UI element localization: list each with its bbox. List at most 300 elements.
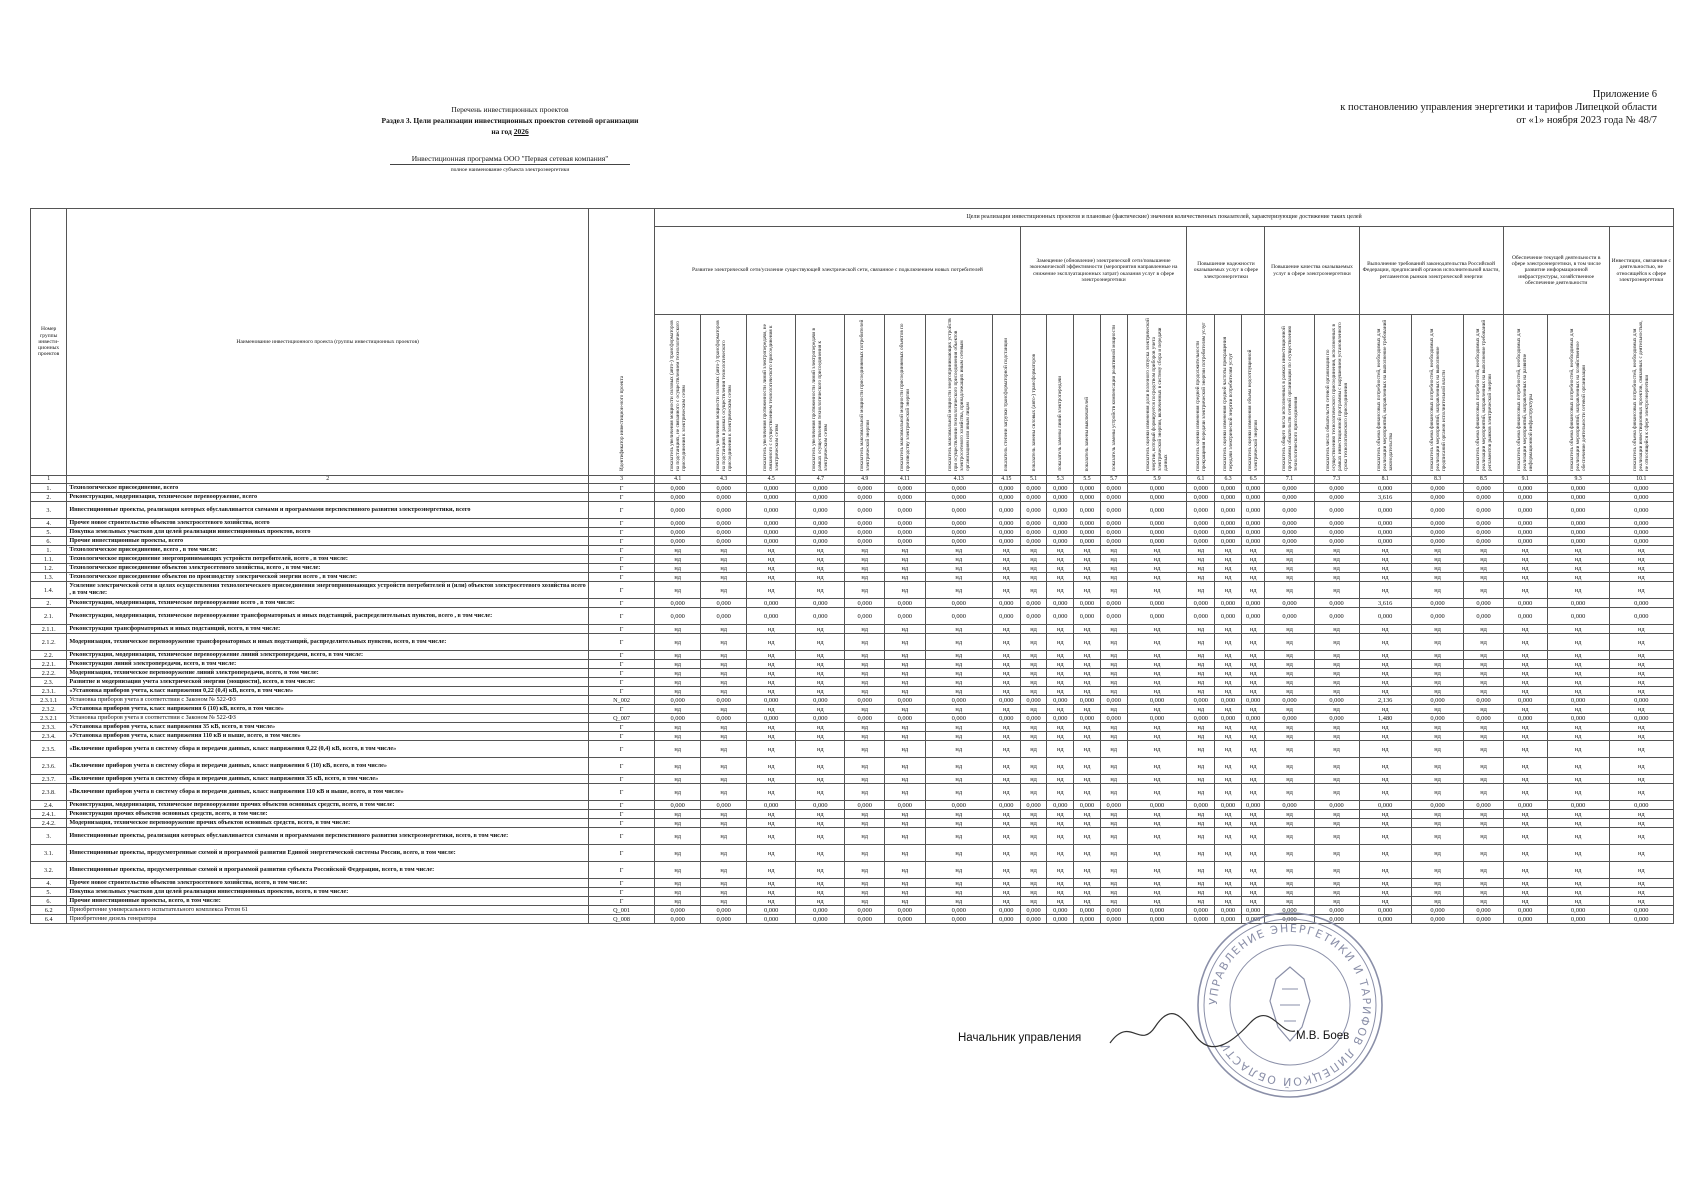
row-number: 6. bbox=[31, 537, 67, 546]
row-indicator-value: 0,000 bbox=[925, 599, 992, 608]
row-indicator-value: нд bbox=[1359, 555, 1411, 564]
row-project-name: Реконструкция линий электропередачи, всего, в том числе: bbox=[67, 660, 589, 669]
row-indicator-value: нд bbox=[701, 555, 747, 564]
row-indicator-value: нд bbox=[1187, 888, 1215, 897]
row-indicator-value: нд bbox=[701, 678, 747, 687]
row-indicator-value: нд bbox=[1020, 732, 1047, 741]
row-indicator-value: нд bbox=[1187, 651, 1215, 660]
row-indicator-value: нд bbox=[1241, 705, 1265, 714]
row-indicator-value: 0,000 bbox=[1411, 608, 1463, 625]
row-indicator-value: нд bbox=[655, 819, 701, 828]
column-number: 2 bbox=[67, 476, 589, 484]
row-indicator-value: 0,000 bbox=[1547, 502, 1609, 519]
row-indicator-value: нд bbox=[1314, 810, 1359, 819]
row-indicator-value: 0,000 bbox=[1074, 801, 1101, 810]
row-indicator-value: нд bbox=[1265, 555, 1314, 564]
table-row bbox=[31, 555, 1674, 564]
row-project-name: Развитие и модернизация учета электрической энергии (мощности), всего, в том числе: bbox=[67, 678, 589, 687]
row-indicator-value: 0,000 bbox=[1100, 714, 1127, 723]
row-indicator-value: 0,000 bbox=[1609, 519, 1673, 528]
row-indicator-value: 0,000 bbox=[1265, 537, 1314, 546]
row-indicator-value: 0,000 bbox=[1074, 608, 1101, 625]
row-number: 2.4.1. bbox=[31, 810, 67, 819]
row-indicator-value: нд bbox=[1215, 582, 1242, 599]
row-indicator-value: 0,000 bbox=[1464, 906, 1504, 915]
row-indicator-value: 0,000 bbox=[1609, 915, 1673, 924]
heading-title: Перечень инвестиционных проектов bbox=[451, 105, 569, 114]
row-indicator-value: 0,000 bbox=[1314, 599, 1359, 608]
row-indicator-value: нд bbox=[747, 828, 796, 845]
row-indicator-value: нд bbox=[884, 845, 925, 862]
row-indicator-value: нд bbox=[884, 758, 925, 775]
row-indicator-value: 0,000 bbox=[1547, 915, 1609, 924]
row-indicator-value: 0,000 bbox=[1411, 519, 1463, 528]
row-indicator-value: нд bbox=[845, 732, 885, 741]
row-indicator-value: нд bbox=[1265, 582, 1314, 599]
column-number: 8.3 bbox=[1411, 476, 1463, 484]
row-indicator-value: нд bbox=[1547, 660, 1609, 669]
row-indicator-value: 0,000 bbox=[1547, 484, 1609, 493]
row-indicator-value: 0,000 bbox=[1265, 493, 1314, 502]
investment-table bbox=[30, 208, 1674, 924]
row-project-name: Реконструкция, модернизация, техническое перевооружение прочих объектов основных средств, всего, в том числе: bbox=[67, 801, 589, 810]
row-indicator-value: 0,000 bbox=[1187, 528, 1215, 537]
row-indicator-value: 0,000 bbox=[992, 714, 1020, 723]
row-indicator-value: нд bbox=[1265, 634, 1314, 651]
row-indicator-value: нд bbox=[796, 669, 845, 678]
column-number: 4.9 bbox=[845, 476, 885, 484]
row-indicator-value: нд bbox=[1241, 625, 1265, 634]
row-indicator-value: 0,000 bbox=[1100, 484, 1127, 493]
row-indicator-value: нд bbox=[1609, 810, 1673, 819]
row-indicator-value: нд bbox=[1547, 705, 1609, 714]
row-indicator-value: нд bbox=[1265, 651, 1314, 660]
heading-year-line bbox=[300, 126, 720, 137]
row-indicator-value: нд bbox=[1187, 862, 1215, 879]
row-indicator-value: 0,000 bbox=[1127, 608, 1187, 625]
table-row bbox=[31, 669, 1674, 678]
row-indicator-value: 0,000 bbox=[884, 801, 925, 810]
column-number: 6.3 bbox=[1215, 476, 1242, 484]
row-indicator-value: нд bbox=[1609, 669, 1673, 678]
row-indicator-value: нд bbox=[992, 897, 1020, 906]
row-indicator-value: нд bbox=[1127, 897, 1187, 906]
row-project-id: Г bbox=[588, 705, 654, 714]
row-indicator-value: нд bbox=[1314, 669, 1359, 678]
row-indicator-value: 0,000 bbox=[747, 519, 796, 528]
row-indicator-value: нд bbox=[747, 546, 796, 555]
row-indicator-value: 0,000 bbox=[1411, 484, 1463, 493]
row-indicator-value: нд bbox=[655, 879, 701, 888]
row-indicator-value: нд bbox=[925, 888, 992, 897]
table-row bbox=[31, 758, 1674, 775]
row-indicator-value: нд bbox=[1547, 634, 1609, 651]
heading-section: Раздел 3. Цели реализации инвестиционных проектов сетевой организации bbox=[381, 116, 639, 125]
row-indicator-value: 0,000 bbox=[1215, 502, 1242, 519]
row-indicator-value: нд bbox=[1411, 819, 1463, 828]
row-indicator-value: нд bbox=[1411, 573, 1463, 582]
row-indicator-value: 0,000 bbox=[1314, 493, 1359, 502]
row-number: 2. bbox=[31, 493, 67, 502]
row-indicator-value: нд bbox=[701, 879, 747, 888]
row-indicator-value: нд bbox=[655, 573, 701, 582]
row-indicator-value: нд bbox=[1464, 741, 1504, 758]
row-number: 2.3. bbox=[31, 678, 67, 687]
row-indicator-value: нд bbox=[1609, 741, 1673, 758]
table-row bbox=[31, 528, 1674, 537]
row-indicator-value: нд bbox=[925, 784, 992, 801]
row-project-name: «Установка приборов учета, класс напряжения 110 кВ и выше, всего, в том числе» bbox=[67, 732, 589, 741]
row-project-id: Г bbox=[588, 484, 654, 493]
row-indicator-value: нд bbox=[1464, 625, 1504, 634]
row-indicator-value: нд bbox=[1464, 845, 1504, 862]
row-indicator-value: нд bbox=[701, 564, 747, 573]
table-row bbox=[31, 723, 1674, 732]
row-indicator-value: нд bbox=[747, 705, 796, 714]
row-indicator-value: нд bbox=[992, 723, 1020, 732]
row-indicator-value: нд bbox=[992, 564, 1020, 573]
row-indicator-value: 0,000 bbox=[1100, 528, 1127, 537]
row-indicator-value: нд bbox=[1047, 634, 1074, 651]
header-goal-group: Обеспечение текущей деятельности в сфере электроэнергетики, в том числе развитие информационной инфраструктуры, хозяйственное обеспечение деятельности bbox=[1503, 227, 1609, 315]
row-indicator-value: 0,000 bbox=[1265, 502, 1314, 519]
row-indicator-value: нд bbox=[884, 625, 925, 634]
row-indicator-value: нд bbox=[1020, 819, 1047, 828]
row-indicator-value: нд bbox=[1503, 784, 1547, 801]
row-indicator-value: нд bbox=[1187, 625, 1215, 634]
row-indicator-value: 2,136 bbox=[1359, 696, 1411, 705]
row-indicator-value: нд bbox=[1187, 555, 1215, 564]
row-indicator-value: 0,000 bbox=[1020, 608, 1047, 625]
row-number: 2.3.2. bbox=[31, 705, 67, 714]
row-indicator-value: нд bbox=[747, 582, 796, 599]
row-project-id: Г bbox=[588, 775, 654, 784]
row-indicator-value: 0,000 bbox=[845, 906, 885, 915]
header-indicator bbox=[1314, 315, 1359, 476]
row-indicator-value: нд bbox=[1187, 705, 1215, 714]
row-indicator-value: 0,000 bbox=[1359, 519, 1411, 528]
row-indicator-value: нд bbox=[1100, 879, 1127, 888]
row-indicator-value: нд bbox=[1609, 651, 1673, 660]
header-indicator bbox=[1359, 315, 1411, 476]
column-number: 6.5 bbox=[1241, 476, 1265, 484]
row-indicator-value: нд bbox=[747, 564, 796, 573]
row-indicator-value: 0,000 bbox=[845, 519, 885, 528]
row-indicator-value: 0,000 bbox=[1127, 599, 1187, 608]
row-indicator-value: 0,000 bbox=[925, 493, 992, 502]
row-indicator-value: 0,000 bbox=[1074, 502, 1101, 519]
row-indicator-value: нд bbox=[655, 669, 701, 678]
row-indicator-value: 0,000 bbox=[1215, 915, 1242, 924]
row-indicator-value: нд bbox=[1215, 732, 1242, 741]
indicator-label: показатель оценки изменения доли полезного отпуска электрической энергии, который формируется посредством приборов учета электрической энергии, включенных в систему сбора и передачи данных bbox=[1145, 318, 1169, 471]
row-indicator-value: нд bbox=[747, 555, 796, 564]
row-indicator-value: нд bbox=[1187, 723, 1215, 732]
row-indicator-value: 0,000 bbox=[701, 502, 747, 519]
row-indicator-value: 0,000 bbox=[796, 608, 845, 625]
row-project-name: «Установка приборов учета, класс напряжения 0,22 (0,4) кВ, всего, в том числе» bbox=[67, 687, 589, 696]
row-indicator-value: нд bbox=[1100, 634, 1127, 651]
row-indicator-value: нд bbox=[1047, 845, 1074, 862]
row-indicator-value: нд bbox=[1411, 582, 1463, 599]
row-indicator-value: нд bbox=[845, 897, 885, 906]
row-indicator-value: 0,000 bbox=[796, 528, 845, 537]
row-indicator-value: нд bbox=[1359, 723, 1411, 732]
row-indicator-value: нд bbox=[1547, 669, 1609, 678]
header-indicator bbox=[1047, 315, 1074, 476]
row-indicator-value: нд bbox=[1359, 784, 1411, 801]
row-indicator-value: нд bbox=[655, 660, 701, 669]
row-indicator-value: нд bbox=[1609, 723, 1673, 732]
row-indicator-value: нд bbox=[925, 897, 992, 906]
row-indicator-value: 0,000 bbox=[1265, 714, 1314, 723]
row-indicator-value: нд bbox=[1241, 879, 1265, 888]
row-indicator-value: нд bbox=[1265, 564, 1314, 573]
table-row bbox=[31, 678, 1674, 687]
row-indicator-value: нд bbox=[1464, 732, 1504, 741]
row-indicator-value: нд bbox=[1411, 651, 1463, 660]
row-indicator-value: 0,000 bbox=[1265, 599, 1314, 608]
row-indicator-value: 0,000 bbox=[1547, 537, 1609, 546]
row-indicator-value: 0,000 bbox=[1074, 519, 1101, 528]
row-indicator-value: 0,000 bbox=[1241, 484, 1265, 493]
row-indicator-value: нд bbox=[1127, 810, 1187, 819]
row-indicator-value: нд bbox=[1127, 546, 1187, 555]
row-project-name: Технологическое присоединение, всего bbox=[67, 484, 589, 493]
row-indicator-value: 0,000 bbox=[655, 493, 701, 502]
row-project-id: Г bbox=[588, 828, 654, 845]
row-indicator-value: нд bbox=[701, 862, 747, 879]
row-indicator-value: нд bbox=[1047, 651, 1074, 660]
row-indicator-value: 0,000 bbox=[925, 537, 992, 546]
row-indicator-value: нд bbox=[1100, 758, 1127, 775]
row-indicator-value: 3,616 bbox=[1359, 493, 1411, 502]
row-indicator-value: нд bbox=[747, 625, 796, 634]
row-indicator-value: нд bbox=[1241, 669, 1265, 678]
column-number: 5.7 bbox=[1100, 476, 1127, 484]
row-indicator-value: нд bbox=[1265, 687, 1314, 696]
indicator-label: показатель объема финансовых потребностей, необходимых для реализации мероприятий, направленных на хозяйственное обеспечение деятельности сетевой организации bbox=[1569, 328, 1588, 471]
row-indicator-value: 0,000 bbox=[796, 519, 845, 528]
table-row bbox=[31, 741, 1674, 758]
row-indicator-value: нд bbox=[1609, 546, 1673, 555]
row-number: 2.3.8. bbox=[31, 784, 67, 801]
row-indicator-value: нд bbox=[1241, 651, 1265, 660]
row-indicator-value: нд bbox=[1314, 862, 1359, 879]
row-indicator-value: нд bbox=[1547, 687, 1609, 696]
row-indicator-value: нд bbox=[884, 784, 925, 801]
row-indicator-value: нд bbox=[1503, 564, 1547, 573]
row-indicator-value: нд bbox=[925, 669, 992, 678]
row-indicator-value: 0,000 bbox=[1265, 484, 1314, 493]
row-indicator-value: 0,000 bbox=[1314, 484, 1359, 493]
row-indicator-value: нд bbox=[925, 660, 992, 669]
row-indicator-value: нд bbox=[1265, 741, 1314, 758]
row-indicator-value: нд bbox=[1265, 810, 1314, 819]
row-indicator-value: 0,000 bbox=[1314, 537, 1359, 546]
row-indicator-value: нд bbox=[1047, 660, 1074, 669]
table-row bbox=[31, 608, 1674, 625]
row-number: 2.1.2. bbox=[31, 634, 67, 651]
row-indicator-value: нд bbox=[1127, 775, 1187, 784]
row-indicator-value: 0,000 bbox=[1074, 906, 1101, 915]
row-indicator-value: нд bbox=[655, 634, 701, 651]
indicator-label: показатель замены линий электропередачи bbox=[1057, 376, 1064, 471]
header-goal-group: Развитие электрической сети/усиление существующей электрической сети, связанное с подключением новых потребителей bbox=[655, 227, 1020, 315]
row-indicator-value: нд bbox=[1215, 564, 1242, 573]
row-indicator-value: нд bbox=[701, 687, 747, 696]
table-row bbox=[31, 819, 1674, 828]
row-indicator-value: нд bbox=[1047, 546, 1074, 555]
row-indicator-value: 0,000 bbox=[1074, 493, 1101, 502]
row-indicator-value: нд bbox=[1047, 888, 1074, 897]
row-indicator-value: нд bbox=[1074, 555, 1101, 564]
header-indicator bbox=[747, 315, 796, 476]
table-row bbox=[31, 845, 1674, 862]
row-indicator-value: нд bbox=[845, 845, 885, 862]
indicator-label: показатель увеличения мощности силовых (авто-) трансформаторов на подстанциях в рамках осуществления технологического присоединения к электрическим сетям bbox=[714, 320, 733, 471]
row-indicator-value: нд bbox=[992, 687, 1020, 696]
row-indicator-value: нд bbox=[1359, 564, 1411, 573]
row-indicator-value: нд bbox=[655, 705, 701, 714]
row-indicator-value: нд bbox=[1411, 775, 1463, 784]
header-project-id-label: Идентификатор инвестицион-ного проекта bbox=[618, 375, 625, 471]
row-indicator-value: нд bbox=[1020, 634, 1047, 651]
row-indicator-value: нд bbox=[1547, 555, 1609, 564]
header-project-id bbox=[588, 209, 654, 476]
row-indicator-value: нд bbox=[747, 651, 796, 660]
row-indicator-value: нд bbox=[1100, 723, 1127, 732]
row-indicator-value: нд bbox=[1187, 828, 1215, 845]
table-row bbox=[31, 537, 1674, 546]
row-project-name: Прочее новое строительство объектов электросетевого хозяйства, всего, в том числе: bbox=[67, 879, 589, 888]
row-indicator-value: 0,000 bbox=[1609, 906, 1673, 915]
table-row bbox=[31, 493, 1674, 502]
appendix-line: от «1» ноября 2023 года № 48/7 bbox=[1516, 115, 1657, 126]
row-indicator-value: 0,000 bbox=[992, 537, 1020, 546]
row-indicator-value: 0,000 bbox=[1241, 906, 1265, 915]
row-indicator-value: нд bbox=[1464, 678, 1504, 687]
row-indicator-value: нд bbox=[1100, 862, 1127, 879]
row-number: 2.2.2. bbox=[31, 669, 67, 678]
row-indicator-value: нд bbox=[1547, 564, 1609, 573]
row-indicator-value: нд bbox=[925, 775, 992, 784]
row-indicator-value: 0,000 bbox=[1241, 519, 1265, 528]
row-indicator-value: 0,000 bbox=[1127, 714, 1187, 723]
row-indicator-value: нд bbox=[701, 705, 747, 714]
row-indicator-value: 0,000 bbox=[1074, 537, 1101, 546]
row-project-id: Г bbox=[588, 810, 654, 819]
row-indicator-value: нд bbox=[1265, 819, 1314, 828]
row-indicator-value: 0,000 bbox=[1411, 714, 1463, 723]
row-indicator-value: нд bbox=[1020, 741, 1047, 758]
row-indicator-value: нд bbox=[845, 678, 885, 687]
row-indicator-value: 0,000 bbox=[1100, 915, 1127, 924]
row-indicator-value: нд bbox=[1464, 784, 1504, 801]
row-indicator-value: 0,000 bbox=[701, 801, 747, 810]
row-indicator-value: нд bbox=[747, 573, 796, 582]
row-indicator-value: 0,000 bbox=[1411, 493, 1463, 502]
row-indicator-value: нд bbox=[1047, 758, 1074, 775]
row-indicator-value: нд bbox=[1074, 634, 1101, 651]
row-indicator-value: нд bbox=[1100, 705, 1127, 714]
row-indicator-value: 0,000 bbox=[1047, 915, 1074, 924]
row-indicator-value: нд bbox=[1547, 845, 1609, 862]
column-number: 6.1 bbox=[1187, 476, 1215, 484]
row-indicator-value: нд bbox=[1074, 564, 1101, 573]
row-indicator-value: нд bbox=[1127, 669, 1187, 678]
row-indicator-value: нд bbox=[1074, 705, 1101, 714]
row-indicator-value: нд bbox=[701, 784, 747, 801]
row-indicator-value: нд bbox=[992, 625, 1020, 634]
row-indicator-value: 0,000 bbox=[845, 484, 885, 493]
row-indicator-value: нд bbox=[1100, 651, 1127, 660]
row-indicator-value: нд bbox=[1411, 705, 1463, 714]
row-indicator-value: нд bbox=[1074, 582, 1101, 599]
row-indicator-value: 0,000 bbox=[1503, 906, 1547, 915]
row-indicator-value: нд bbox=[1187, 819, 1215, 828]
table-row bbox=[31, 801, 1674, 810]
row-indicator-value: 0,000 bbox=[845, 528, 885, 537]
row-indicator-value: нд bbox=[1100, 819, 1127, 828]
table-row bbox=[31, 519, 1674, 528]
row-indicator-value: нд bbox=[992, 879, 1020, 888]
row-indicator-value: нд bbox=[1464, 546, 1504, 555]
row-indicator-value: 0,000 bbox=[884, 537, 925, 546]
header-indicator bbox=[1215, 315, 1242, 476]
row-indicator-value: 0,000 bbox=[1047, 484, 1074, 493]
row-indicator-value: нд bbox=[1411, 546, 1463, 555]
row-indicator-value: нд bbox=[1359, 897, 1411, 906]
row-project-name: Технологическое присоединение объектов электросетевого хозяйства, всего , в том числе: bbox=[67, 564, 589, 573]
row-indicator-value: нд bbox=[1100, 546, 1127, 555]
row-indicator-value: нд bbox=[1241, 723, 1265, 732]
row-indicator-value: нд bbox=[1314, 819, 1359, 828]
row-indicator-value: нд bbox=[1547, 582, 1609, 599]
row-indicator-value: нд bbox=[1215, 758, 1242, 775]
table-row bbox=[31, 502, 1674, 519]
row-indicator-value: нд bbox=[1609, 564, 1673, 573]
row-indicator-value: 0,000 bbox=[1187, 484, 1215, 493]
row-project-id: Г bbox=[588, 546, 654, 555]
row-indicator-value: нд bbox=[701, 625, 747, 634]
row-indicator-value: нд bbox=[1241, 741, 1265, 758]
row-indicator-value: нд bbox=[1241, 573, 1265, 582]
row-indicator-value: нд bbox=[1127, 687, 1187, 696]
row-indicator-value: 0,000 bbox=[1314, 696, 1359, 705]
row-indicator-value: 0,000 bbox=[1241, 493, 1265, 502]
column-number: 3 bbox=[588, 476, 654, 484]
row-project-name: «Включение приборов учета в систему сбора и передачи данных, класс напряжения 6 (10) кВ, всего, в том числе» bbox=[67, 758, 589, 775]
row-indicator-value: нд bbox=[884, 564, 925, 573]
row-indicator-value: нд bbox=[1187, 687, 1215, 696]
row-indicator-value: нд bbox=[1547, 625, 1609, 634]
row-indicator-value: нд bbox=[1241, 582, 1265, 599]
header-indicator bbox=[1020, 315, 1047, 476]
row-indicator-value: 0,000 bbox=[796, 493, 845, 502]
row-number: 4. bbox=[31, 519, 67, 528]
row-indicator-value: нд bbox=[701, 723, 747, 732]
row-indicator-value: нд bbox=[1314, 845, 1359, 862]
row-indicator-value: нд bbox=[1215, 660, 1242, 669]
row-indicator-value: нд bbox=[925, 732, 992, 741]
row-indicator-value: 0,000 bbox=[925, 502, 992, 519]
row-indicator-value: 3,616 bbox=[1359, 599, 1411, 608]
header-indicator bbox=[1127, 315, 1187, 476]
row-indicator-value: нд bbox=[884, 810, 925, 819]
row-indicator-value: нд bbox=[796, 775, 845, 784]
row-indicator-value: нд bbox=[1464, 582, 1504, 599]
